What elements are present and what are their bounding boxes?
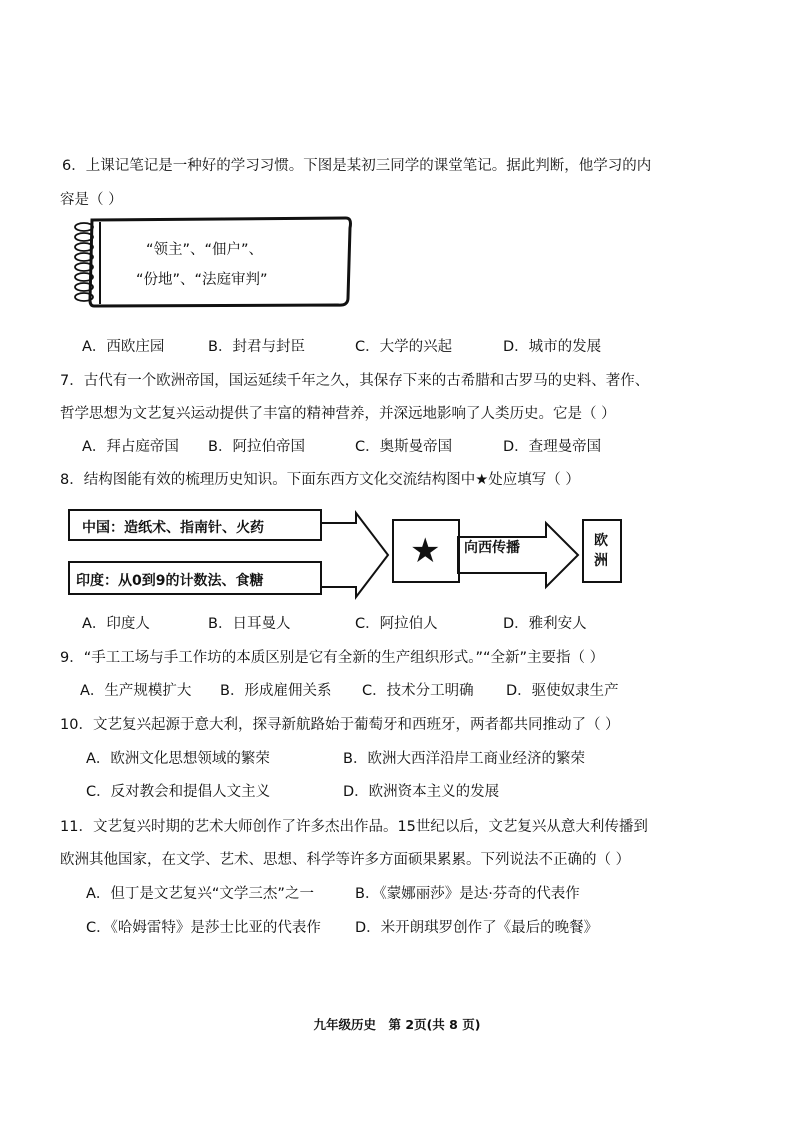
q7-option-b: B．阿拉伯帝国 xyxy=(208,439,305,455)
q6-option-c: C．大学的兴起 xyxy=(355,339,453,355)
q7-option-a: A．拜占庭帝国 xyxy=(82,439,179,455)
q7-stem-line1: 7．古代有一个欧洲帝国，国运延续千年之久，其保存下来的古希腊和古罗马的史料、著作、 xyxy=(60,373,650,389)
q10-option-d: D．欧洲资本主义的发展 xyxy=(343,784,500,800)
q9-option-c: C．技术分工明确 xyxy=(362,683,474,699)
q8-option-a: A．印度人 xyxy=(82,616,150,632)
q6-stem-line1: 6．上课记笔记是一种好的学习习惯。下图是某初三同学的课堂笔记。据此判断，他学习的内 xyxy=(62,158,652,174)
q11-option-a: A．但丁是文艺复兴“文学三杰”之一 xyxy=(86,886,314,902)
page-footer: 九年级历史 第 2页(共 8 页) xyxy=(313,1017,481,1032)
box-star xyxy=(392,519,460,583)
box-europe-text: 欧洲 xyxy=(594,533,608,569)
box-china xyxy=(68,509,322,541)
q6-option-a: A．西欧庄园 xyxy=(82,339,165,355)
q9-option-a: A．生产规模扩大 xyxy=(80,683,192,699)
note-text-line1: “领主”、“佃户”、 xyxy=(146,242,264,258)
q10-option-c: C．反对教会和提倡人文主义 xyxy=(86,784,271,800)
box-china-text: 中国：造纸术、指南针、火药 xyxy=(82,520,264,536)
notebook-spiral-icon xyxy=(68,216,354,308)
q11-option-c: C．《哈姆雷特》是莎士比亚的代表作 xyxy=(86,920,321,936)
q8-stem: 8．结构图能有效的梳理历史知识。下面东西方文化交流结构图中★处应填写（ ） xyxy=(60,472,580,488)
q11-option-b: B．《蒙娜丽莎》是达·芬奇的代表作 xyxy=(355,886,580,902)
q6-stem-line2: 容是（ ） xyxy=(60,192,123,208)
q7-stem-line2: 哲学思想为文艺复兴运动提供了丰富的精神营养，并深远地影响了人类历史。它是（ ） xyxy=(60,406,616,422)
q9-option-b: B．形成雇佣关系 xyxy=(220,683,332,699)
q11-stem-line1: 11．文艺复兴时期的艺术大师创作了许多杰出作品。15世纪以后，文艺复兴从意大利传播到 xyxy=(60,819,648,835)
note-text-line2: “份地”、“法庭审判” xyxy=(136,272,268,288)
q8-option-d: D．雅利安人 xyxy=(503,616,587,632)
q9-option-d: D．驱使奴隶生产 xyxy=(506,683,619,699)
q9-stem: 9．“手工工场与手工作坊的本质区别是它有全新的生产组织形式。”“全新”主要指（ ） xyxy=(60,650,605,666)
box-india xyxy=(68,561,322,595)
q10-option-a: A．欧洲文化思想领域的繁荣 xyxy=(86,751,270,767)
q7-option-c: C．奥斯曼帝国 xyxy=(355,439,453,455)
notebook-figure xyxy=(68,216,354,308)
q11-stem-line2: 欧洲其他国家，在文学、艺术、思想、科学等许多方面硕果累累。下列说法不正确的（ ） xyxy=(60,852,631,868)
culture-exchange-diagram xyxy=(66,505,626,605)
q6-option-b: B．封君与封臣 xyxy=(208,339,305,355)
q6-option-d: D．城市的发展 xyxy=(503,339,602,355)
q10-option-b: B．欧洲大西洋沿岸工商业经济的繁荣 xyxy=(343,751,585,767)
q8-option-c: C．阿拉伯人 xyxy=(355,616,438,632)
q7-option-d: D．查理曼帝国 xyxy=(503,439,602,455)
arrow-label: 向西传播 xyxy=(464,540,520,556)
q8-option-b: B．日耳曼人 xyxy=(208,616,291,632)
box-india-text: 印度：从0到9的计数法、食糖 xyxy=(76,573,264,589)
star-icon: ★ xyxy=(410,531,441,571)
q10-stem: 10．文艺复兴起源于意大利，探寻新航路始于葡萄牙和西班牙，两者都共同推动了（ ） xyxy=(60,717,620,733)
box-europe xyxy=(582,519,622,583)
q11-option-d: D．米开朗琪罗创作了《最后的晚餐》 xyxy=(355,920,599,936)
